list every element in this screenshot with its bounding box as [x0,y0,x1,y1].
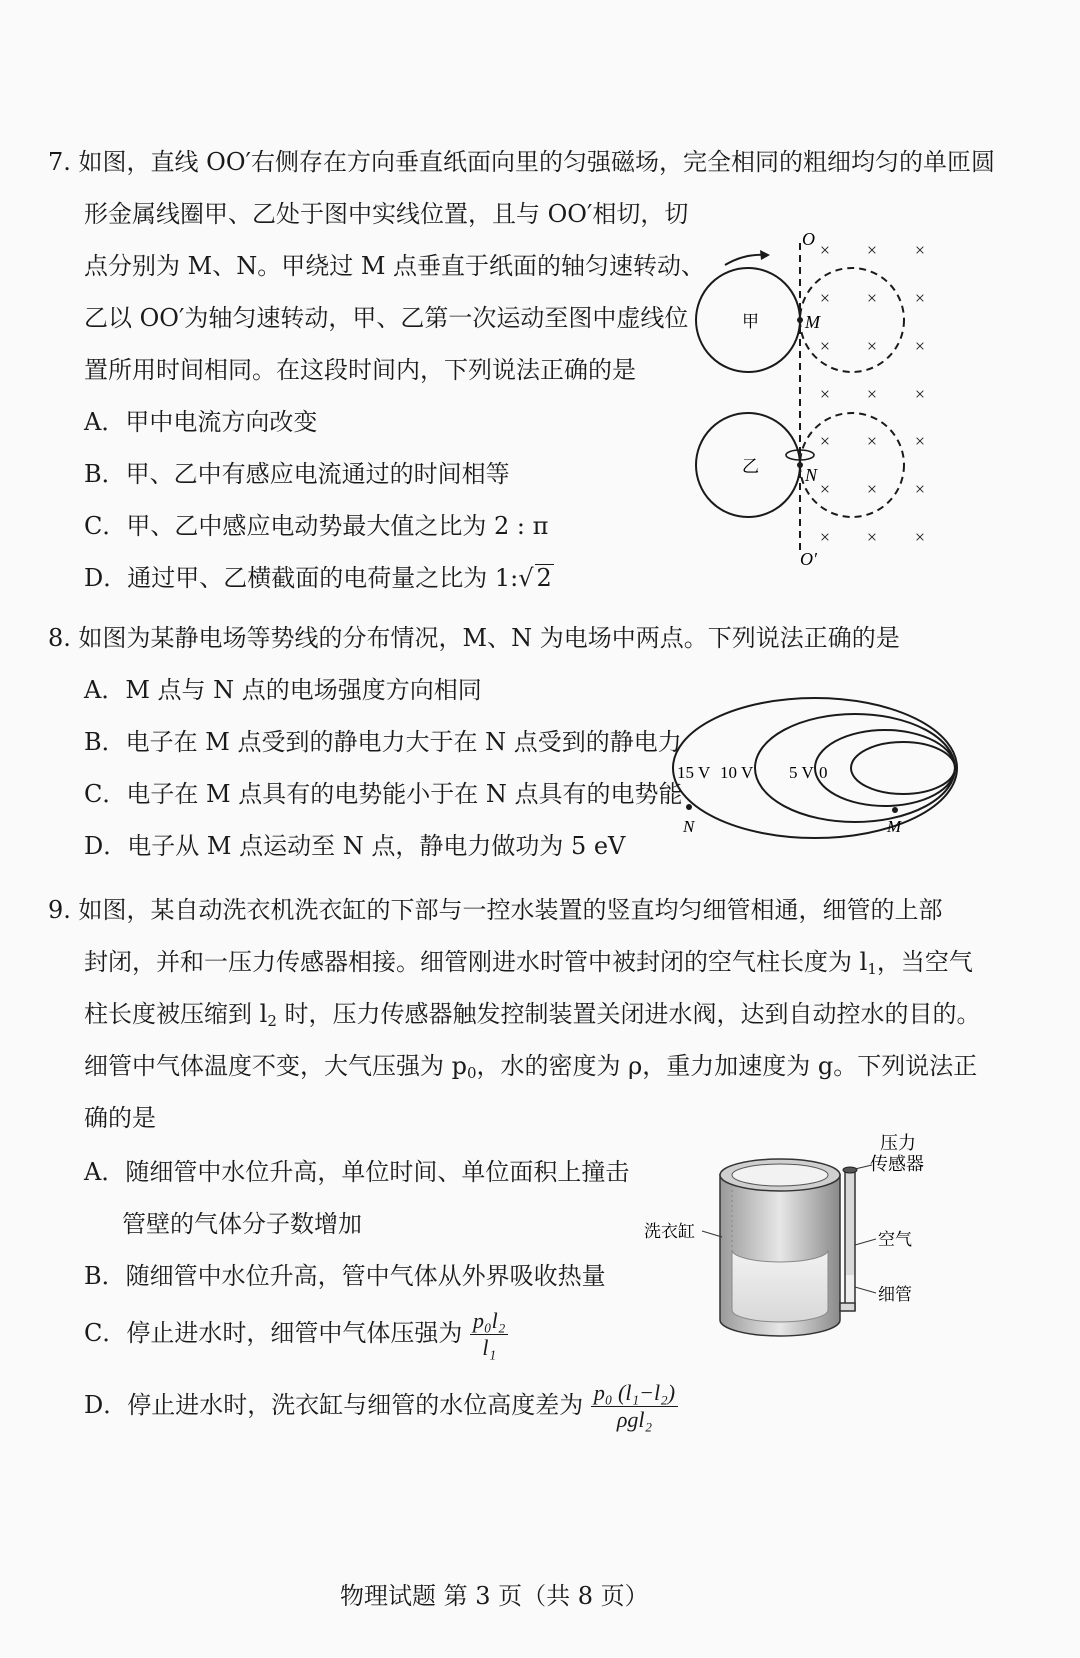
q7-label-o-prime: O′ [800,549,817,569]
q7-number: 7. [48,148,71,176]
q9-stem-text-2b: ，当空气 [876,948,973,976]
q9-option-c-fraction [470,1308,508,1361]
q9-stem-line-5: 确的是 [84,1104,156,1132]
q7-label-jia: 甲 [742,312,759,331]
q9-stem-line-3 [84,998,981,1030]
svg-text:×: × [866,431,878,451]
q9-option-c-text: C．停止进水时，细管中气体压强为 [84,1319,463,1347]
q7-stem-line-3: 点分别为 M、N。甲绕过 M 点垂直于纸面的轴匀速转动、 [84,252,706,280]
q9-stem-text-2a: 封闭，并和一压力传感器相接。细管刚进水时管中被封闭的空气柱长度为 l [84,948,868,976]
q8-label-10v: 10 V [720,763,754,782]
q9-figure [640,1125,940,1355]
q7-option-b[interactable]: B．甲、乙中有感应电流通过的时间相等 [84,460,510,488]
q8-label-5v: 5 V [789,763,814,782]
q7-option-d-root: 2 [536,564,552,592]
q9-stem-text-4a: 细管中气体温度不变，大气压强为 p [84,1052,467,1080]
q7-label-n: N [805,465,818,485]
svg-text:×: × [819,336,831,356]
svg-text:×: × [866,240,878,260]
q9-option-c[interactable] [84,1308,508,1361]
svg-text:×: × [866,479,878,499]
q8-figure [665,690,975,840]
q8-option-a[interactable]: A．M 点与 N 点的电场强度方向相同 [84,676,482,704]
svg-text:×: × [914,336,926,356]
q8-label-0: 0 [819,763,828,782]
q9-stem-text-1: 如图，某自动洗衣机洗衣缸的下部与一控水装置的竖直均匀细管相通，细管的上部 [78,896,943,924]
q8-stem [48,622,900,654]
q9-sub-l2: 2 [267,1012,277,1030]
q7-option-a[interactable]: A．甲中电流方向改变 [84,408,318,436]
q9-option-d-text: D．停止进水时，洗衣缸与细管的水位高度差为 [84,1391,584,1419]
q9-option-d-denominator: ρgl₂ [616,1407,653,1432]
q9-stem-line-1 [48,894,943,926]
svg-text:×: × [914,431,926,451]
svg-text:×: × [819,479,831,499]
q7-stem-line-5: 置所用时间相同。在这段时间内，下列说法正确的是 [84,356,636,384]
q7-label-m: M [805,312,820,332]
q9-stem-line-2 [84,946,973,978]
q9-option-a-line-2: 管壁的气体分子数增加 [122,1210,362,1238]
q7-stem-line-1 [48,146,995,178]
q7-stem-line-4: 乙以 OO′为轴匀速转动，甲、乙第一次运动至图中虚线位 [84,304,689,332]
q9-label-sensor-2: 传感器 [870,1154,924,1175]
q7-field-crosses [820,240,925,547]
q8-label-15v: 15 V [677,763,711,782]
svg-text:×: × [819,288,831,308]
q7-label-o: O [802,229,815,249]
svg-text:×: × [914,240,926,260]
svg-text:×: × [914,527,926,547]
q7-figure [690,225,940,570]
q9-stem-text-3a: 柱长度被压缩到 l [84,1000,268,1028]
q8-equipotential-10v [755,714,955,822]
q8-option-c[interactable]: C．电子在 M 点具有的电势能小于在 N 点具有的电势能 [84,780,683,808]
q9-label-tank: 洗衣缸 [644,1222,695,1242]
q7-point-n [797,462,803,468]
q9-option-d[interactable] [84,1380,678,1433]
svg-text:×: × [914,479,926,499]
q9-label-sensor-1: 压力 [880,1133,916,1154]
q7-point-m [797,317,803,323]
q9-tank-opening [732,1164,828,1186]
svg-text:×: × [866,336,878,356]
q8-equipotential-5v [815,730,955,806]
q7-stem-line-2: 形金属线圈甲、乙处于图中实线位置，且与 OO′相切，切 [84,200,689,228]
q9-option-c-denominator: l₁ [482,1335,497,1360]
q8-option-d[interactable]: D．电子从 M 点运动至 N 点，静电力做功为 5 eV [84,832,626,860]
q9-tube-connector [840,1303,855,1311]
q9-sub-p0: 0 [467,1064,477,1082]
svg-text:×: × [819,384,831,404]
q8-label-n: N [683,817,695,836]
q9-option-d-fraction [591,1380,678,1433]
q9-stem-text-3b: 时，压力传感器触发控制装置关闭进水阀，达到自动控水的目的。 [276,1000,981,1028]
q8-stem-text: 如图为某静电场等势线的分布情况，M、N 为电场中两点。下列说法正确的是 [78,624,900,652]
q7-option-d-text: D．通过甲、乙横截面的电荷量之比为 1: [84,564,519,592]
page-footer: 物理试题 第 3 页（共 8 页） [340,1582,649,1610]
svg-text:×: × [866,527,878,547]
q9-number: 9. [48,896,71,924]
svg-text:×: × [819,240,831,260]
svg-text:×: × [866,288,878,308]
q9-pressure-sensor [843,1167,857,1173]
q8-label-m: M [887,817,902,836]
q9-stem-line-4 [84,1050,977,1082]
q8-point-n [686,804,692,810]
q7-stem-text-1: 如图，直线 OO′右侧存在方向垂直纸面向里的匀强磁场，完全相同的粗细均匀的单匝圆 [78,148,995,176]
q9-option-b[interactable]: B．随细管中水位升高，管中气体从外界吸收热量 [84,1262,606,1290]
svg-text:×: × [819,527,831,547]
svg-text:×: × [866,384,878,404]
svg-text:×: × [914,384,926,404]
q9-option-c-numerator: p₀l₂ [470,1308,508,1335]
q9-option-a-line-1: A．随细管中水位升高，单位时间、单位面积上撞击 [84,1158,630,1186]
q7-option-d[interactable]: D．通过甲、乙横截面的电荷量之比为 1:√ 2 [84,564,552,592]
q9-label-tube: 细管 [878,1285,912,1305]
q9-option-a[interactable] [84,1156,629,1188]
q7-label-yi: 乙 [742,457,759,476]
q7-option-c[interactable]: C．甲、乙中感应电动势最大值之比为 2 : π [84,512,549,540]
q9-stem-text-4b: ，水的密度为 ρ，重力加速度为 g。下列说法正 [476,1052,978,1080]
q8-point-m [892,807,898,813]
svg-text:×: × [914,288,926,308]
q9-label-air: 空气 [878,1230,912,1250]
q9-option-d-numerator: p₀ (l₁−l₂) [591,1380,678,1407]
q9-sub-l1: 1 [867,960,877,978]
svg-text:×: × [819,431,831,451]
q8-number: 8. [48,624,71,652]
q8-equipotential-0 [851,742,955,794]
q8-option-b[interactable]: B．电子在 M 点受到的静电力大于在 N 点受到的静电力 [84,728,682,756]
